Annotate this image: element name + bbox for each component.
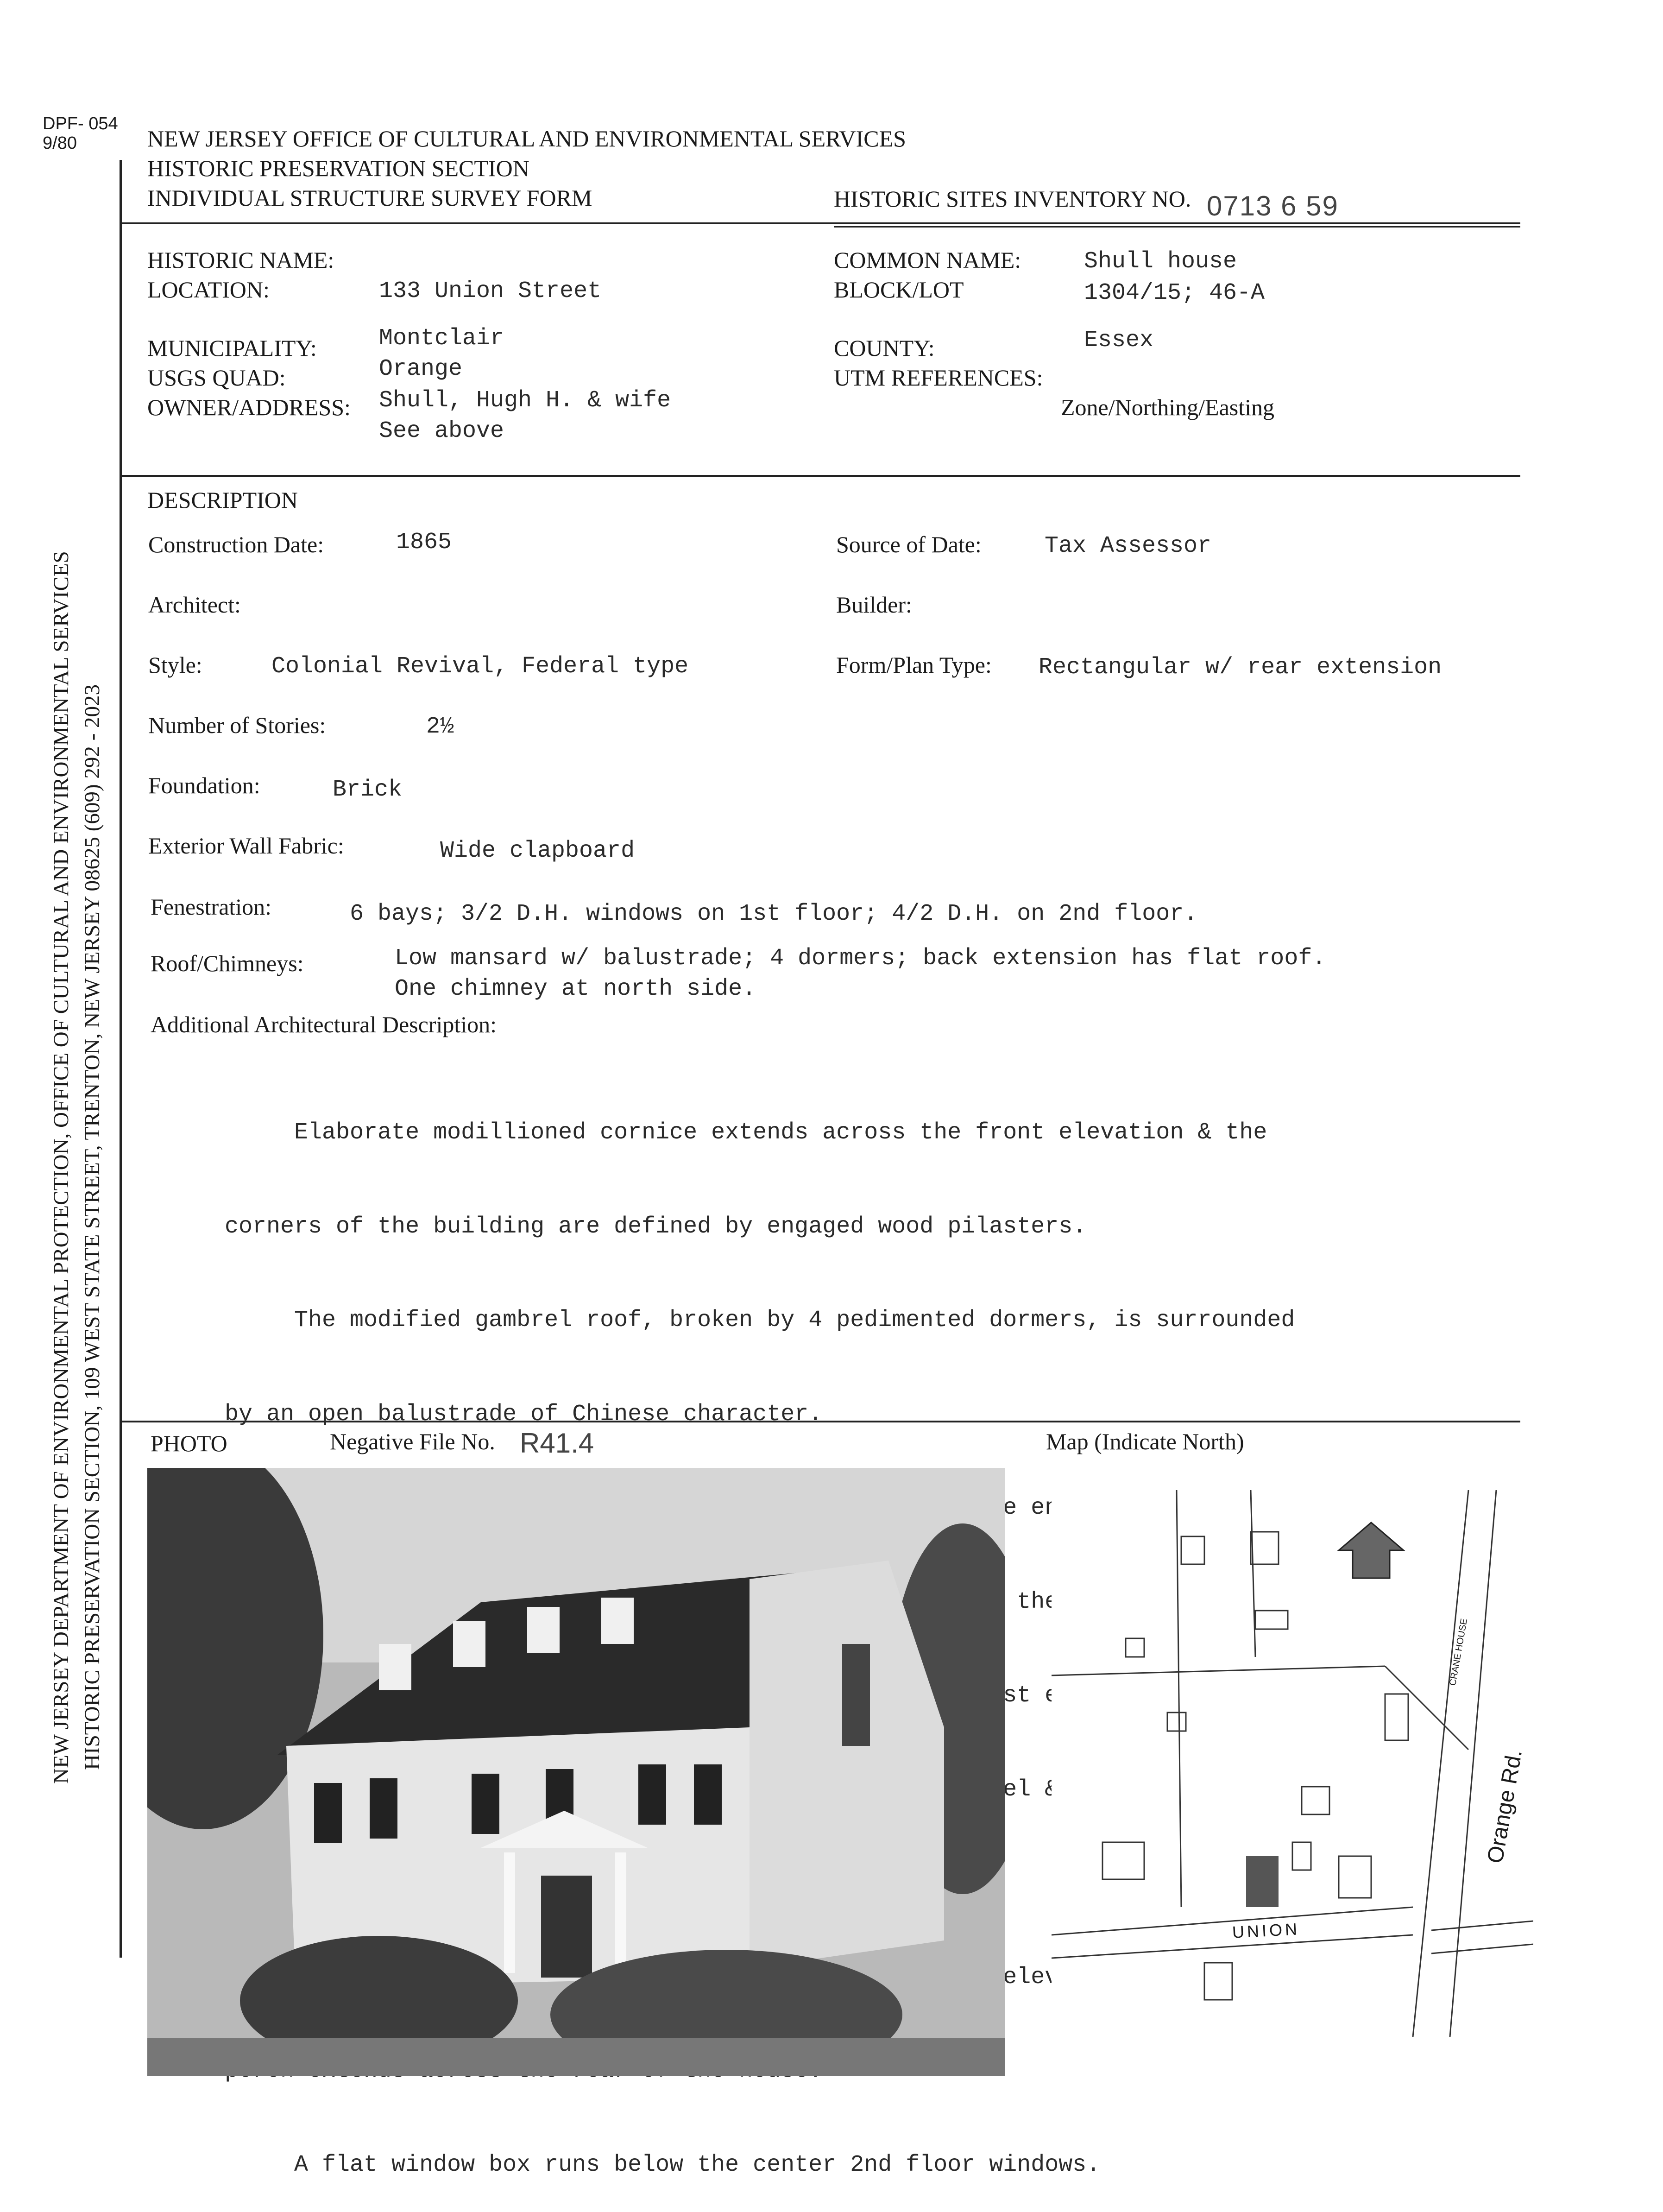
house-photograph xyxy=(147,1468,1005,2076)
usgs-quad-value: Orange xyxy=(379,356,463,382)
location-map xyxy=(1052,1490,1533,2037)
fenestration-value: 6 bays; 3/2 D.H. windows on 1st floor; 4/2 D.H. on 2nd floor. xyxy=(350,901,1198,927)
photo-label: PHOTO xyxy=(151,1430,227,1456)
additional-description-label: Additional Architectural Description: xyxy=(151,1011,497,1037)
additional-line: The modified gambrel roof, broken by 4 pedimented dormers, is surrounded xyxy=(225,1307,1295,1334)
wall-fabric-label: Exterior Wall Fabric: xyxy=(148,833,344,859)
usgs-quad-label: USGS QUAD: xyxy=(147,365,286,391)
construction-date-value: 1865 xyxy=(396,529,452,556)
county-value: Essex xyxy=(1084,327,1154,354)
construction-date-label: Construction Date: xyxy=(148,531,324,557)
municipality-value: Montclair xyxy=(379,325,504,352)
owner-label: OWNER/ADDRESS: xyxy=(147,394,351,420)
map-street-orange: Orange Rd. xyxy=(1482,1747,1527,1865)
utm-label: UTM REFERENCES: xyxy=(834,365,1043,391)
stories-label: Number of Stories: xyxy=(148,712,326,738)
block-lot-label: BLOCK/LOT xyxy=(834,277,964,303)
owner-address-value: See above xyxy=(379,418,504,444)
sidebar-department: NEW JERSEY DEPARTMENT OF ENVIRONMENTAL PROTECTION, OFFICE OF CULTURAL AND ENVIRONMENTAL SERVICES xyxy=(49,551,73,1784)
description-label: DESCRIPTION xyxy=(147,487,298,513)
common-name-label: COMMON NAME: xyxy=(834,247,1021,273)
additional-line: by an open balustrade of Chinese character. xyxy=(225,1401,823,1428)
map-graphic xyxy=(1052,1490,1533,2037)
negative-file-label: Negative File No. xyxy=(330,1428,495,1454)
map-crane-house: CRANE HOUSE xyxy=(1448,1618,1470,1687)
additional-line: the xyxy=(1017,1588,1059,1615)
architect-label: Architect: xyxy=(148,592,241,618)
foundation-label: Foundation: xyxy=(148,772,260,798)
wall-fabric-value: Wide clapboard xyxy=(440,838,635,864)
owner-value: Shull, Hugh H. & wife xyxy=(379,387,671,414)
municipality-label: MUNICIPALITY: xyxy=(147,335,317,361)
block-lot-value: 1304/15; 46-A xyxy=(1084,280,1265,306)
location-label: LOCATION: xyxy=(147,277,270,303)
inventory-number: 0713 6 59 xyxy=(1207,190,1339,221)
left-border xyxy=(120,160,122,1958)
historic-name-label: HISTORIC NAME: xyxy=(147,247,334,273)
roof-value-line1: Low mansard w/ balustrade; 4 dormers; back extension has flat roof. xyxy=(395,945,1326,972)
house-photo-graphic xyxy=(147,1468,1005,2076)
utm-sub-label: Zone/Northing/Easting xyxy=(1061,394,1275,420)
location-value: 133 Union Street xyxy=(379,278,602,304)
sidebar-address: HISTORIC PRESERVATION SECTION, 109 WEST STATE STREET, TRENTON, NEW JERSEY 08625 (609) 292 - 2023 xyxy=(80,684,104,1770)
source-of-date-label: Source of Date: xyxy=(836,531,982,557)
additional-line: Elaborate modillioned cornice extends across the front elevation & the xyxy=(225,1119,1267,1146)
builder-label: Builder: xyxy=(836,592,912,618)
section-title: HISTORIC PRESERVATION SECTION xyxy=(147,155,529,181)
common-name-value: Shull house xyxy=(1084,248,1237,275)
style-value: Colonial Revival, Federal type xyxy=(271,653,689,680)
source-of-date-value: Tax Assessor xyxy=(1045,533,1212,559)
additional-line: A flat window box runs below the center 2nd floor windows. xyxy=(225,2151,1101,2178)
form-code-number: DPF- 054 xyxy=(43,114,118,133)
agency-title: NEW JERSEY OFFICE OF CULTURAL AND ENVIRONMENTAL SERVICES xyxy=(147,126,906,152)
style-label: Style: xyxy=(148,652,202,678)
form-title: INDIVIDUAL STRUCTURE SURVEY FORM xyxy=(147,185,592,211)
roof-label: Roof/Chimneys: xyxy=(151,950,304,976)
roof-value-line2: One chimney at north side. xyxy=(395,976,756,1002)
form-code xyxy=(43,114,118,153)
map-street-union: UNION xyxy=(1232,1919,1300,1942)
header-rule-double xyxy=(834,226,1520,228)
form-code-date: 9/80 xyxy=(43,133,77,153)
header-rule xyxy=(121,222,1520,224)
additional-line: corners of the building are defined by engaged wood pilasters. xyxy=(225,1213,1087,1240)
negative-file-number: R41.4 xyxy=(520,1428,594,1459)
identification-rule xyxy=(121,475,1520,477)
map-label: Map (Indicate North) xyxy=(1046,1428,1244,1454)
form-plan-label: Form/Plan Type: xyxy=(836,652,992,678)
inventory-label: HISTORIC SITES INVENTORY NO. xyxy=(834,186,1191,212)
fenestration-label: Fenestration: xyxy=(151,894,272,920)
form-plan-value: Rectangular w/ rear extension xyxy=(1039,654,1442,681)
foundation-value: Brick xyxy=(333,777,403,803)
county-label: COUNTY: xyxy=(834,335,935,361)
stories-value: 2½ xyxy=(426,714,454,740)
